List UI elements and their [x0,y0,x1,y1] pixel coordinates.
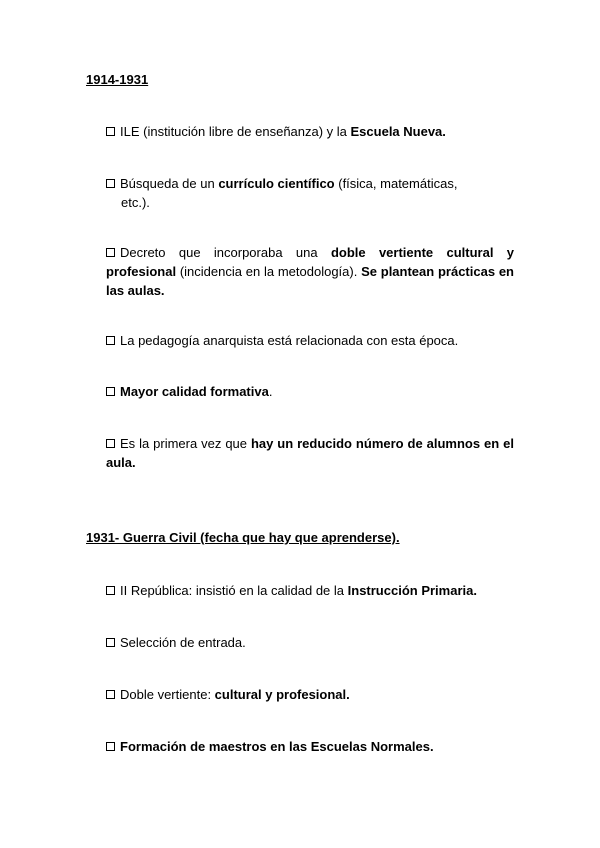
list-item-curriculo: Búsqueda de un currículo científico (física, matemáticas, etc.). [106,174,514,212]
list-item-decreto: Decreto que incorporaba una doble vertiente cultural y profesional (incidencia en la metodología). Se plantean prácticas en las aulas. [106,245,515,298]
list-item-vertiente: Doble vertiente: cultural y profesional. [106,685,514,704]
section-heading-1914-1931: 1914-1931 [86,72,149,87]
checkbox-icon [106,742,115,751]
checkbox-icon [106,638,115,647]
list-item-seleccion: Selección de entrada. [106,633,514,652]
checkbox-icon [106,690,115,699]
checkbox-icon [106,586,115,595]
checkbox-icon [106,336,115,345]
checkbox-icon [106,179,115,188]
list-item-ile: ILE (institución libre de enseñanza) y la Escuela Nueva. [106,122,514,141]
section-heading-1931: 1931- Guerra Civil (fecha que hay que aprenderse). [86,530,400,545]
checkbox-icon [106,439,115,448]
list-item-calidad: Mayor calidad formativa. [106,382,514,401]
checkbox-icon [106,248,115,257]
list-item-republica: II República: insistió en la calidad de la Instrucción Primaria. [106,581,514,600]
checkbox-icon [106,127,115,136]
list-item-pedagogia: La pedagogía anarquista está relacionada con esta época. [106,331,514,350]
checkbox-icon [106,387,115,396]
list-item-formacion: Formación de maestros en las Escuelas Normales. [106,737,514,756]
list-item-alumnos: Es la primera vez que hay un reducido número de alumnos en el aula. [106,436,514,470]
